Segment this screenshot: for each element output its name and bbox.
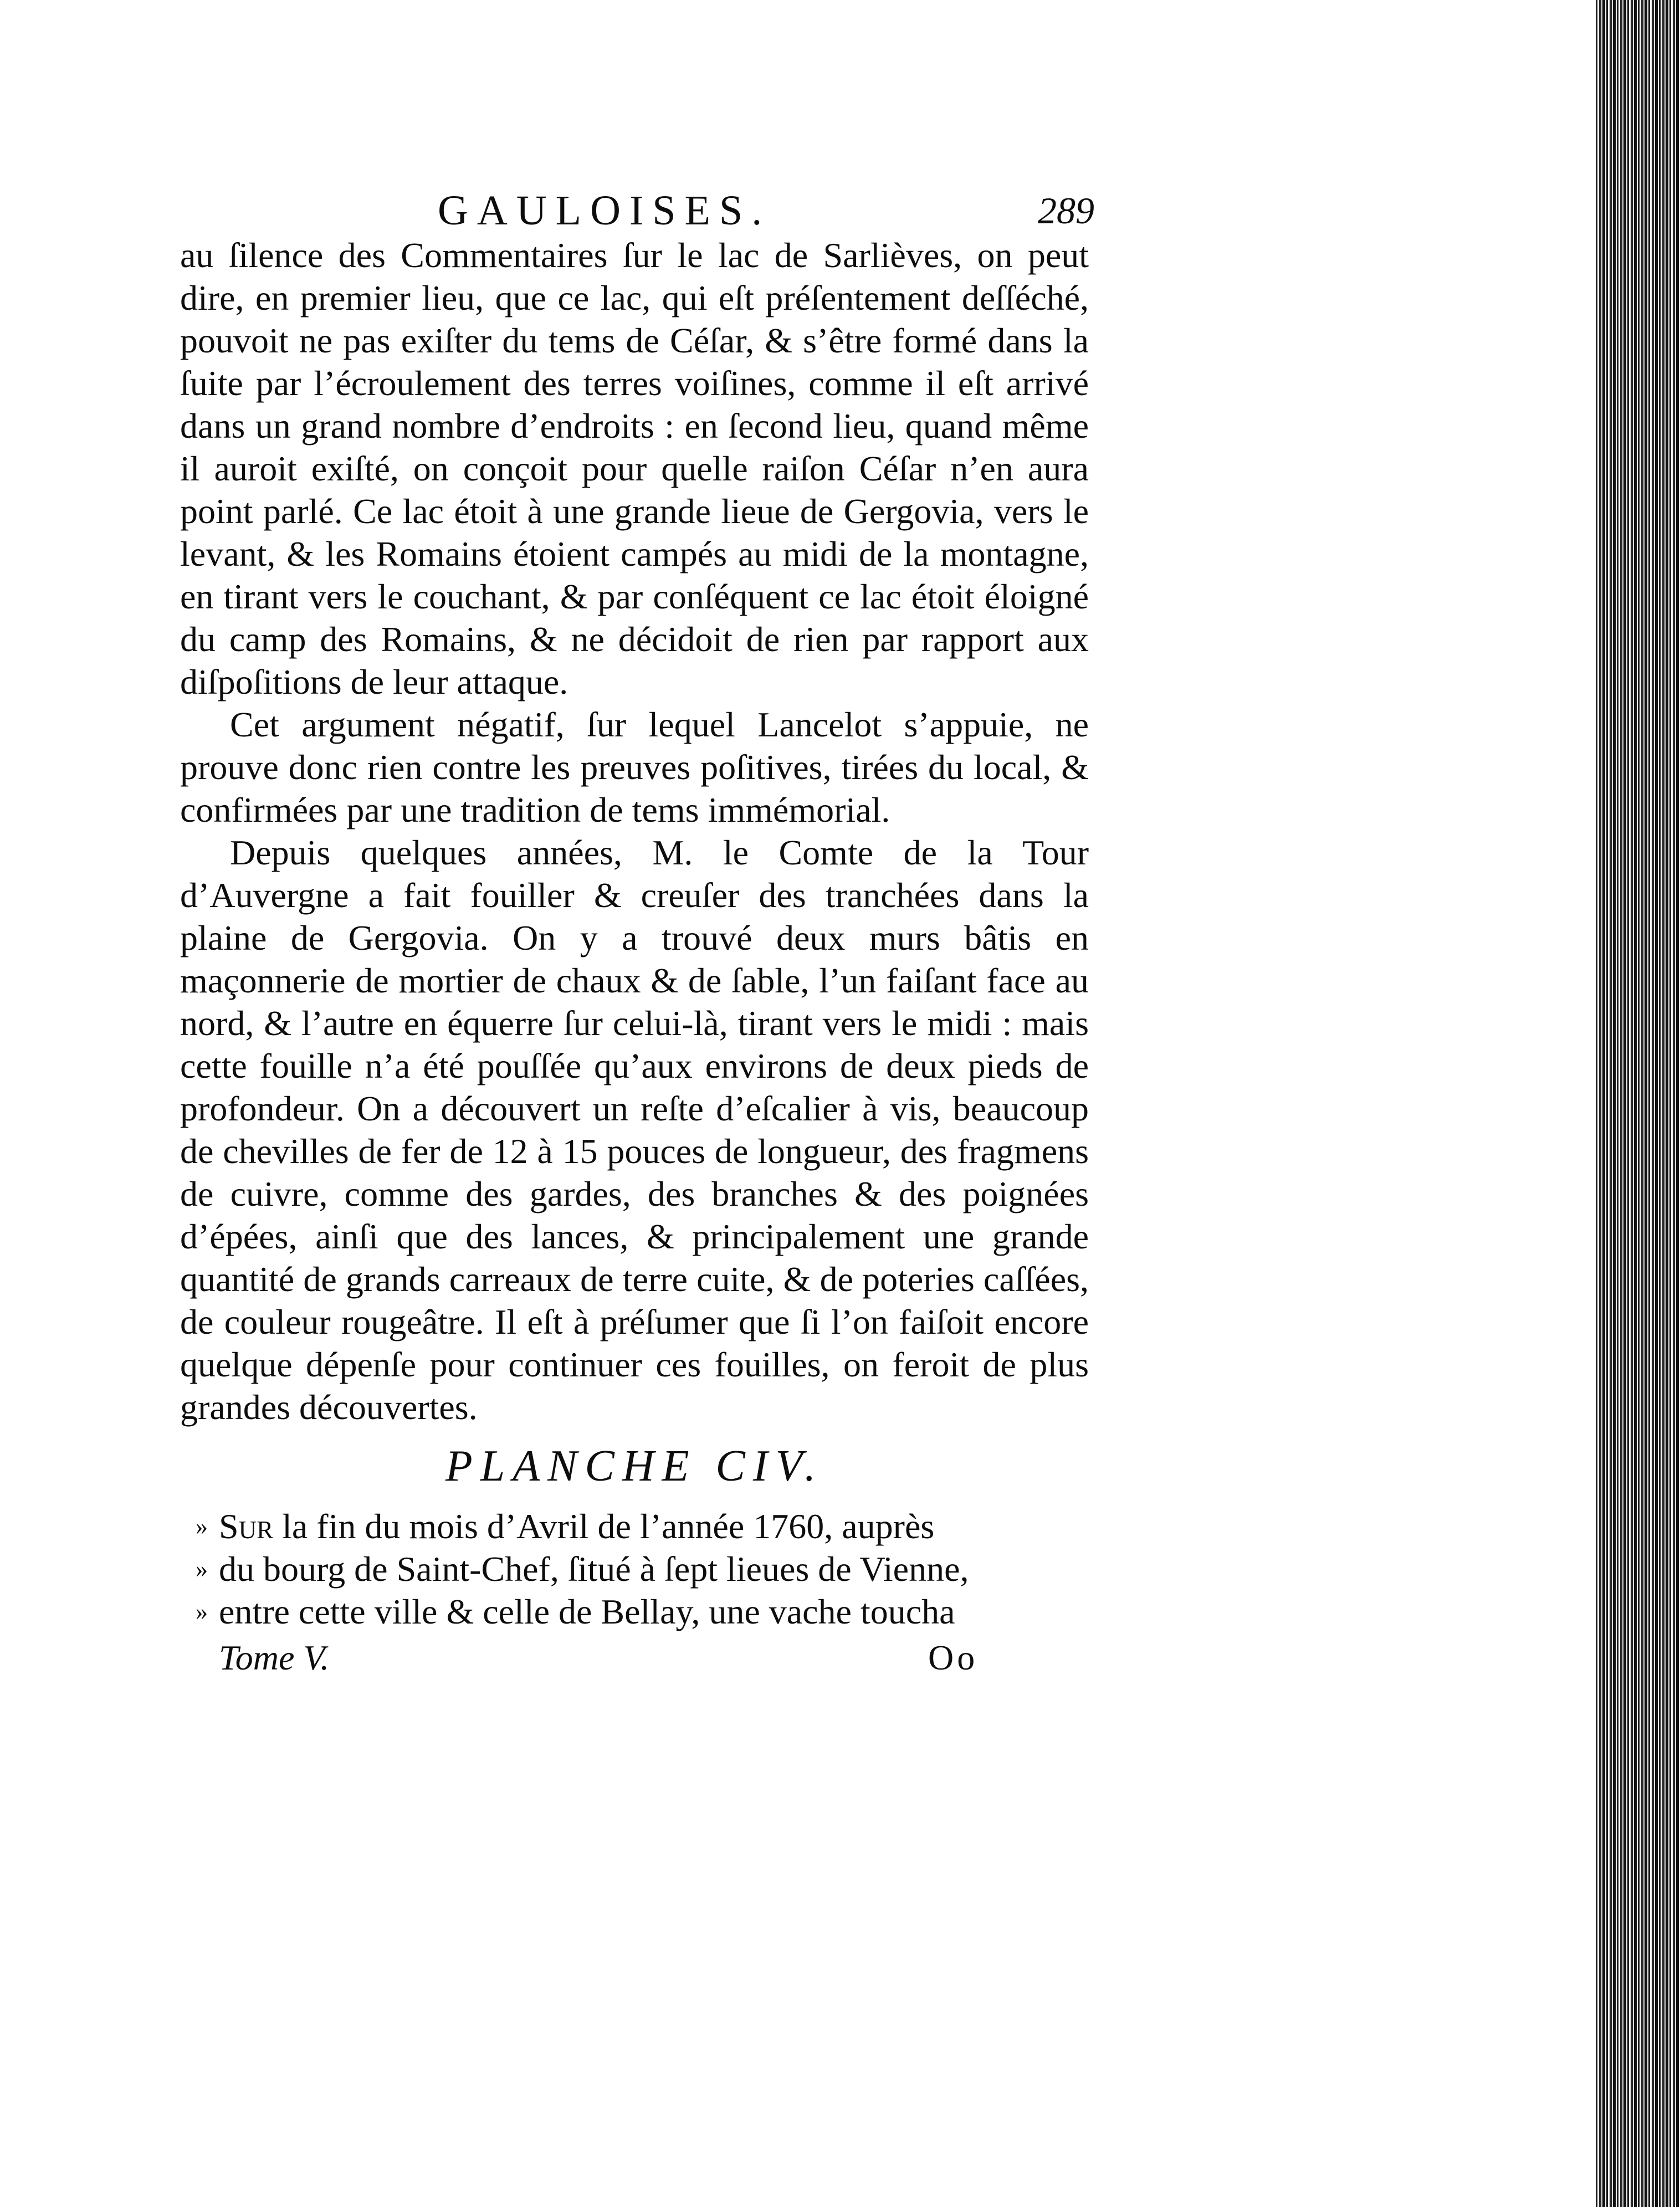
- page-edges: [1596, 0, 1680, 2207]
- page-footer: [180, 1633, 1089, 1683]
- quote-line-text: la fin du mois d’Avril de l’année 1760, auprès: [282, 1507, 935, 1546]
- quote-mark-icon: »: [196, 1555, 208, 1583]
- quote-lead-word: Sur: [219, 1507, 274, 1546]
- quote-line-text: entre cette ville & celle de Bellay, une vache toucha: [219, 1592, 955, 1631]
- paragraph-3: Depuis quelques années, M. le Comte de la Tour d’Auvergne a fait fouiller & creuſer des tranchées dans la plaine de Gergovia. On y a trouvé deux murs bâtis en maçonnerie de mortier de chaux & de ſable, l’un faiſant face au nord, & l’autre en équerre ſur celui-là, tirant vers le midi : mais cette fouille n’a été pouſſée qu’aux environs de deux pieds de profondeur. On a découvert un reſte d’eſcalier à vis, beaucoup de chevilles de fer de 12 à 15 pouces de longueur, des fragmens de cuivre, comme des gardes, des branches & des poignées d’épées, ainſi que des lances, & principalement une grande quantité de grands carreaux de terre cuite, & de poteries caſſées, de couleur rougeâtre. Il eſt à préſumer que ſi l’on faiſoit encore quelque dépenſe pour continuer ces fouilles, on feroit de plus grandes découvertes.: [180, 833, 1089, 1427]
- body-text: [180, 234, 1089, 1428]
- quote-line-text: du bourg de Saint-Chef, ſitué à ſept lieues de Vienne,: [219, 1549, 969, 1589]
- paragraph-1: au ſilence des Commentaires ſur le lac de Sarlièves, on peut dire, en premier lieu, que ce lac, qui eſt préſentement deſſéché, pouvoit ne pas exiſter du tems de Céſar, & s’être formé dans la ſuite par l’écroulement des terres voiſines, comme il eſt arrivé dans un grand nombre d’endroits : en ſecond lieu, quand même il auroit exiſté, on conçoit pour quelle raiſon Céſar n’en aura point parlé. Ce lac étoit à une grande lieue de Gergovia, vers le levant, & les Romains étoient campés au midi de la montagne, en tirant vers le couchant, & par conſéquent ce lac étoit éloigné du camp des Romains, & ne décidoit de rien par rapport aux diſpoſitions de leur attaque.: [180, 235, 1089, 701]
- quote-line-3: [196, 1590, 1089, 1633]
- page-number: 289: [1038, 190, 1094, 232]
- quote-mark-icon: »: [196, 1513, 208, 1540]
- section-heading: PLANCHE CIV.: [445, 1442, 824, 1491]
- text-block: [180, 183, 1094, 2067]
- paragraph-2: Cet argument négatif, ſur lequel Lancelot s’appuie, ne prouve donc rien contre les preuves poſitives, tirées du local, & confirmées par une tradition de tems immémorial.: [180, 705, 1089, 829]
- running-head: [180, 183, 1094, 238]
- quoted-passage: [180, 1505, 1089, 1633]
- running-title: GAULOISES.: [438, 187, 771, 234]
- quote-line-1: [196, 1505, 1089, 1548]
- quote-line-2: [196, 1548, 1089, 1590]
- signature-mark: Oo: [928, 1638, 979, 1677]
- quote-mark-icon: »: [196, 1598, 208, 1625]
- volume-label: Tome V.: [219, 1638, 330, 1677]
